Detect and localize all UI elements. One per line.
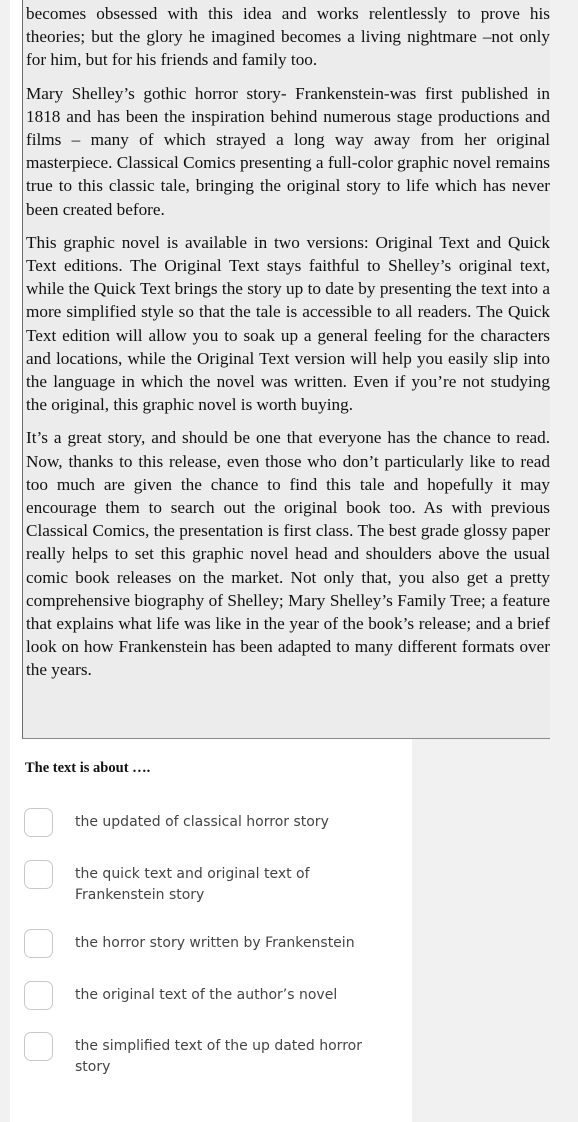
answer-option-4[interactable] — [24, 981, 404, 1010]
left-margin-strip — [0, 0, 10, 1122]
question-prompt: The text is about …. — [25, 760, 151, 776]
option-label: the updated of classical horror story — [75, 814, 329, 830]
option-checkbox[interactable] — [24, 981, 53, 1010]
answer-option-1[interactable] — [24, 808, 404, 837]
passage-paragraph: becomes obsessed with this idea and works relentlessly to prove his theories; but the glory he imagined becomes a living nightmare –not only for him, but for his friends and family too. — [26, 4, 550, 70]
option-checkbox[interactable] — [24, 808, 53, 837]
reading-passage — [22, 0, 550, 739]
option-label: the simplified text of the up dated horror story — [75, 1038, 362, 1075]
option-checkbox[interactable] — [24, 1032, 53, 1061]
answer-option-2[interactable] — [24, 860, 404, 906]
option-label: the horror story written by Frankenstein — [75, 935, 355, 951]
option-label: the quick text and original text of Frankenstein story — [75, 866, 310, 903]
answer-option-3[interactable] — [24, 929, 404, 958]
option-checkbox[interactable] — [24, 929, 53, 958]
answer-option-5[interactable] — [24, 1032, 404, 1078]
passage-paragraph: This graphic novel is available in two versions: Original Text and Quick Text editions. The Original Text stays faithful to Shelley’s original text, while the Quick Text brings the story up to date by presenting the text into a more simplified style so that the tale is accessible to all readers. The Quick Text edition will allow you to soak up a general feeling for the characters and locations, while the Original Text version will help you easily slip into the language in which the novel was written. Even if you’re not studying the original, this graphic novel is worth buying. — [26, 232, 550, 415]
passage-paragraph: It’s a great story, and should be one that everyone has the chance to read. Now, thanks to this release, even those who don’t particularly like to read too much are given the chance to find this tale and hopefully it may encourage them to search out the original book too. As with previous Classical Comics, the presentation is first class. The best grade glossy paper really helps to set this graphic novel head and shoulders above the usual comic book releases on the market. Not only that, you also get a pretty comprehensive biography of Shelley; Mary Shelley’s Family Tree; a feature that explains what life was like in the year of the book’s release; and a brief look on how Frankenstein has been adapted to many different formats over the years. — [26, 428, 550, 680]
passage-paragraph: Mary Shelley’s gothic horror story- Frankenstein-was first published in 1818 and has been the inspiration behind numerous stage productions and films – many of which strayed a long way away from her original masterpiece. Classical Comics presenting a full-color graphic novel remains true to this classic tale, bringing the original story to life which has never been created before. — [26, 83, 550, 219]
option-checkbox[interactable] — [24, 860, 53, 889]
option-label: the original text of the author’s novel — [75, 987, 338, 1003]
